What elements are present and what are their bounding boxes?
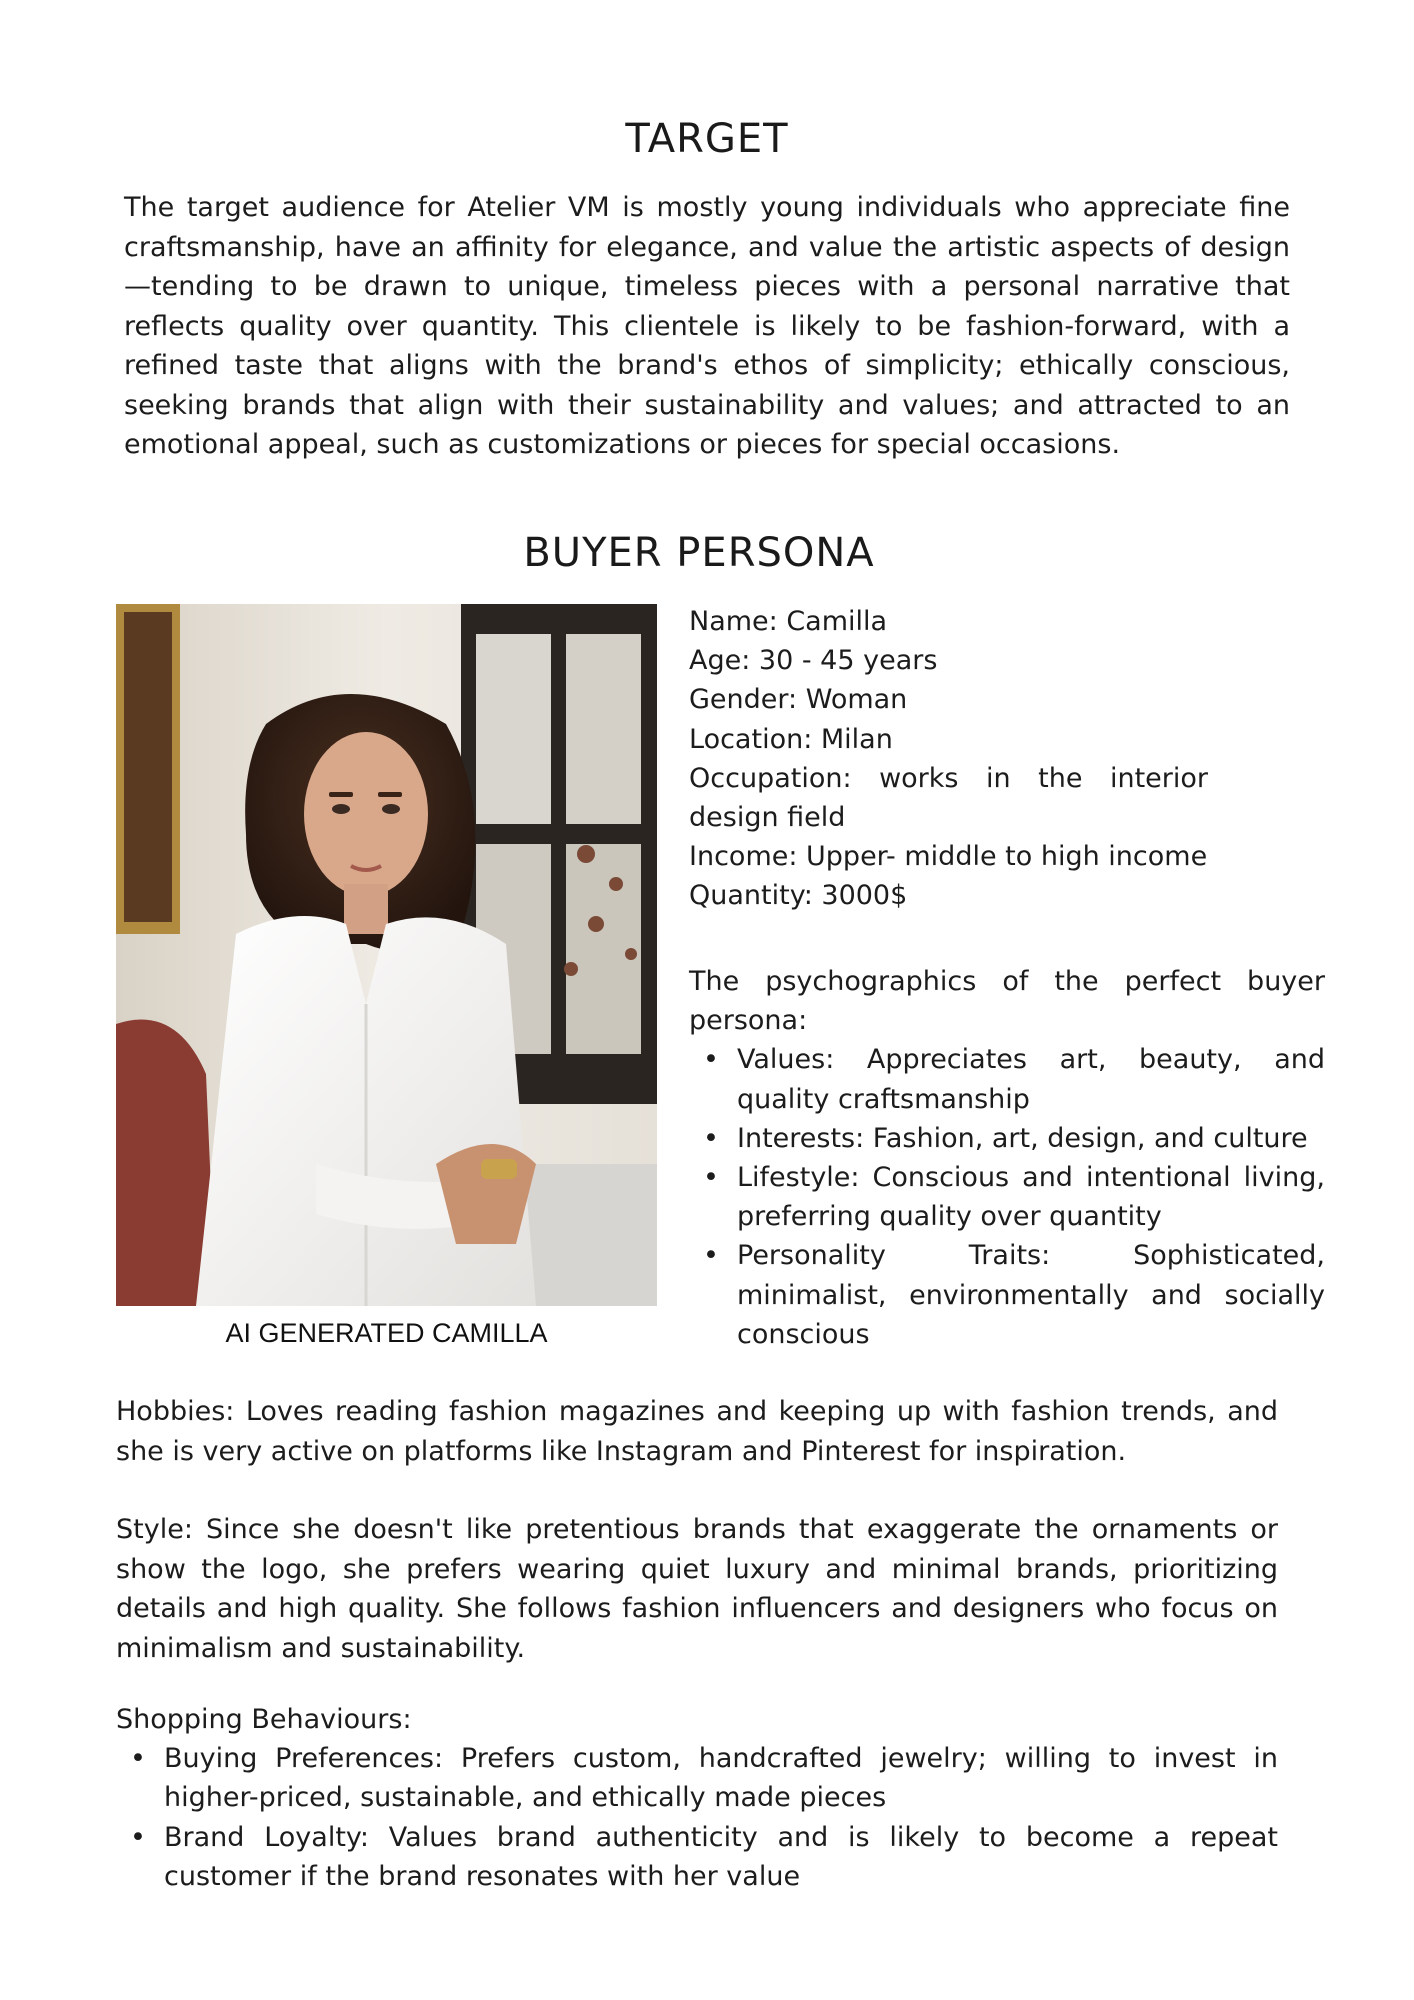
- list-item: • Brand Loyalty: Values brand authenticity and is likely to become a repeat customer if the brand resonates with her value: [130, 1821, 1278, 1892]
- fact-location: Location: Milan: [689, 723, 893, 755]
- psychographics-list: [689, 1040, 1325, 1354]
- buyer-persona-heading: BUYER PERSONA: [523, 530, 875, 576]
- list-item: • Lifestyle: Conscious and intentional living, preferring quality over quantity: [703, 1162, 1325, 1233]
- shopping-list: [116, 1739, 1278, 1896]
- list-item-text: Interests: Fashion, art, design, and culture: [737, 1122, 1308, 1154]
- image-caption: AI GENERATED CAMILLA: [225, 1318, 548, 1348]
- fact-income: Income: Upper- middle to high income: [689, 841, 1208, 873]
- target-heading: TARGET: [625, 116, 789, 162]
- list-item: • Personality Traits: Sophisticated, minimalist, environmentally and socially conscious: [703, 1240, 1325, 1350]
- fact-occupation: Occupation: works in the interior design field: [689, 762, 1208, 834]
- list-item-text: Brand Loyalty: Values brand authenticity and is likely to become a repeat customer if the brand resonates with her value: [164, 1821, 1278, 1892]
- list-item-text: Lifestyle: Conscious and intentional living, preferring quality over quantity: [737, 1162, 1325, 1233]
- psychographics: [689, 962, 1325, 1354]
- fact-name: Name: Camilla: [689, 606, 888, 637]
- fact-age: Age: 30 - 45 years: [689, 645, 938, 677]
- list-item-text: Values: Appreciates art, beauty, and quality craftsmanship: [737, 1044, 1325, 1115]
- list-item: • Interests: Fashion, art, design, and culture: [703, 1122, 1308, 1154]
- shopping-heading: Shopping Behaviours:: [116, 1704, 412, 1735]
- list-item: • Values: Appreciates art, beauty, and quality craftsmanship: [703, 1044, 1325, 1115]
- fact-quantity: Quantity: 3000$: [689, 880, 908, 912]
- persona-photo: [116, 604, 657, 1306]
- persona-facts: [689, 602, 1208, 916]
- list-item: • Buying Preferences: Prefers custom, handcrafted jewelry; willing to invest in higher-priced, sustainable, and ethically made pieces: [130, 1743, 1278, 1814]
- target-paragraph: The target audience for Atelier VM is mostly young individuals who appreciate fine craftsmanship, have an affinity for elegance, and value the artistic aspects of design—tending to be drawn to unique, timeless pieces with a personal narrative that reflects quality over quantity. This clientele is likely to be fashion-forward, with a refined taste that aligns with the brand's ethos of simplicity; ethically conscious, seeking brands that align with their sustainability and values; and attracted to an emotional appeal, such as customizations or pieces for special occasions.: [124, 192, 1290, 460]
- fact-gender: Gender: Woman: [689, 684, 908, 716]
- list-item-text: Buying Preferences: Prefers custom, handcrafted jewelry; willing to invest in higher-priced, sustainable, and ethically made pieces: [164, 1743, 1278, 1814]
- style-paragraph: Style: Since she doesn't like pretentious brands that exaggerate the ornaments or show the logo, she prefers wearing quiet luxury and minimal brands, prioritizing details and high quality. She follows fashion influencers and designers who focus on minimalism and sustainability.: [116, 1514, 1278, 1664]
- list-item-text: Personality Traits: Sophisticated, minimalist, environmentally and socially conscious: [737, 1240, 1325, 1350]
- hobbies-paragraph: Hobbies: Loves reading fashion magazines and keeping up with fashion trends, and she is very active on platforms like Instagram and Pinterest for inspiration.: [116, 1396, 1278, 1467]
- shopping-behaviours: [116, 1700, 1278, 1896]
- psychographics-intro: The psychographics of the perfect buyer persona:: [689, 966, 1325, 1037]
